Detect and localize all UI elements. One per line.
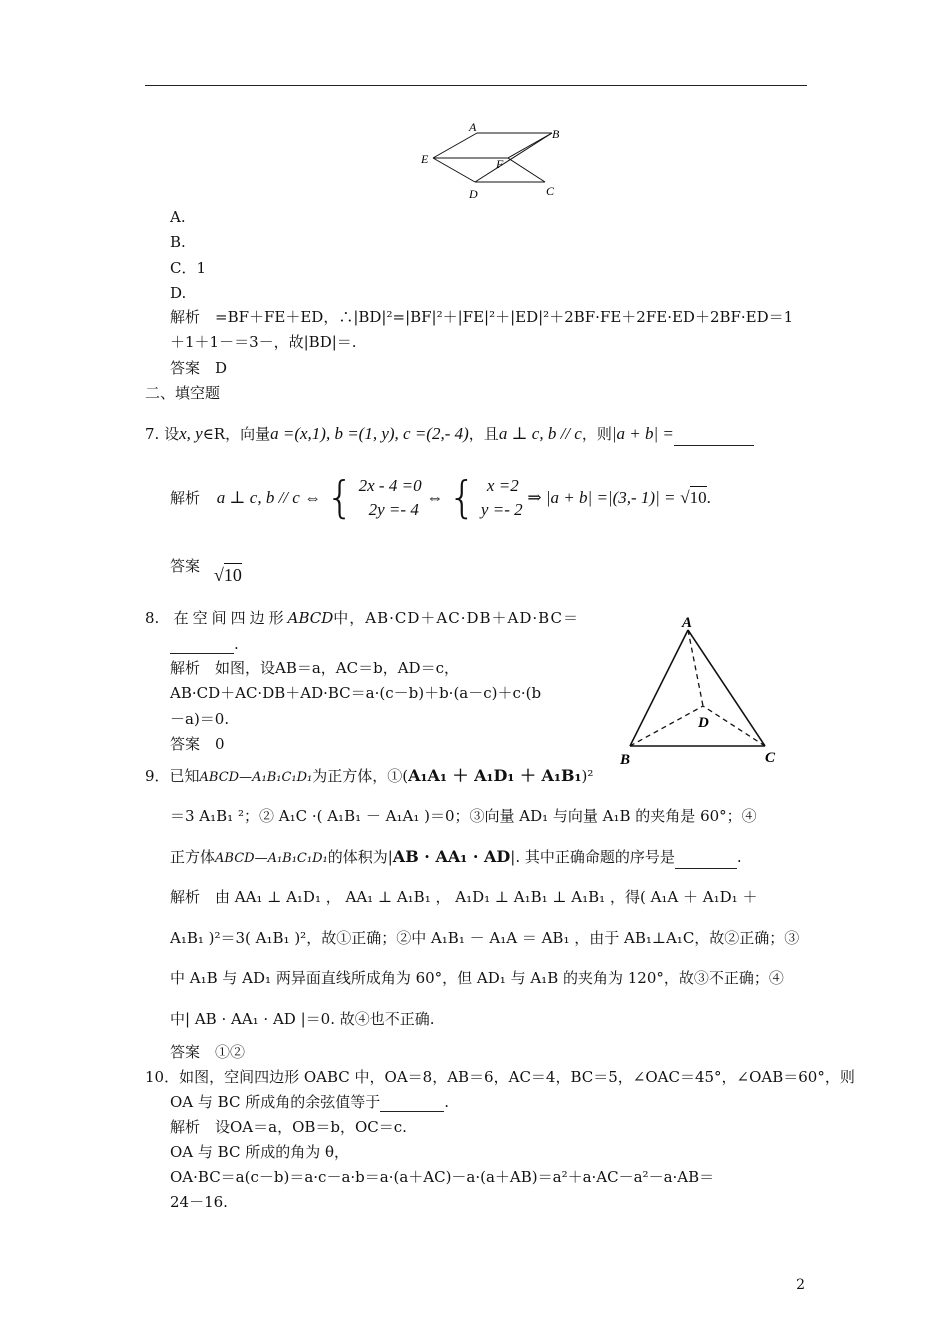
fig1-label-d: D [469, 187, 478, 201]
q7-text-d: ，则 [581, 425, 612, 443]
q7-solution-cond: a ⊥ c, b // c ⇔ [216, 488, 322, 507]
q7-sys2-eq1: x =2 [486, 476, 519, 495]
q7-question [145, 422, 754, 446]
q9-line1-b: ABCD—A₁B₁C₁D₁ [199, 770, 313, 785]
fig1-label-e: E [421, 152, 429, 166]
q7-iff: ⇔ [426, 488, 444, 507]
q10-blank [380, 1096, 444, 1112]
q9-line3-d: AB · AA₁ · AD [392, 847, 511, 866]
q9-blank [675, 853, 737, 869]
q8-solution-line4: －a)＝0. [170, 710, 230, 728]
q10-solution-1: 解析 设OA＝a，OB＝b，OC＝c. [170, 1118, 407, 1136]
q7-blank [674, 430, 754, 446]
q7-vars: x, y [179, 424, 203, 443]
q9-solution-3: 中 A₁B 与 AD₁ 两异面直线所成角为 60°，但 AD₁ 与 A₁B 的夹角为 120°，故③不正确；④ [170, 969, 784, 987]
q10-line1: 10．如图，空间四边形 OABC 中，OA＝8，AB＝6，AC＝4，BC＝5，∠OAC＝45°，∠OAB＝60°，则 [145, 1068, 855, 1086]
q9-solution-4: 中| AB · AA₁ · AD |＝0. 故④也不正确. [170, 1010, 435, 1028]
figure-tetrahedron [615, 610, 785, 770]
q9-line2: ＝3 A₁B₁ ²；② A₁C ·( A₁B₁ － A₁A₁ )＝0；③向量 AD₁ 与向量 A₁B 的夹角是 60°；④ [170, 807, 757, 825]
q10-solution-4: 24－16. [170, 1193, 228, 1211]
q6-option-b: B. [170, 233, 186, 251]
q8-blank [170, 638, 234, 654]
q7-brace-1: { [325, 472, 354, 523]
q8-solution-line3: AB·CD＋AC·DB＋AD·BC＝a·(c－b)＋b·(a－c)＋c·(b [170, 684, 542, 702]
q9-line3: 正方体ABCD—A₁B₁C₁D₁的体积为|AB · AA₁ · AD|. 其中正确命题的序号是 . [170, 847, 742, 869]
fig2-label-a: A [682, 615, 693, 631]
q6-option-c: C．1 [170, 259, 207, 277]
q9-line3-c: 的体积为| [327, 848, 393, 866]
q6-option-d: D. [170, 284, 187, 302]
q7-answer-value: 10 [223, 565, 242, 585]
fig2-label-b: B [620, 752, 631, 768]
q7-text-c: ，且 [468, 425, 499, 443]
q7-sqrt-value: 10 [689, 488, 707, 507]
section-title: 二、填空题 [145, 384, 221, 402]
q8-question [145, 608, 579, 628]
q7-brace-2: { [448, 472, 477, 523]
fig2-label-d: D [698, 715, 709, 731]
q9-line1-a: 9．已知 [145, 767, 200, 785]
q7-number: 7. [145, 425, 160, 443]
figure-parallelograms [415, 118, 565, 208]
q9-line1-e: )² [581, 767, 594, 785]
q8-answer: 答案 0 [170, 735, 225, 753]
q10-solution-2: OA 与 BC 所成的角为 θ， [170, 1143, 350, 1161]
header-rule [145, 85, 807, 86]
q10-line2-b: . [444, 1093, 449, 1111]
q7-answer-label: 答案 [170, 557, 201, 575]
q8-blank-line: . [170, 634, 239, 654]
q9-line1-d: A₁A₁ ＋ A₁D₁ ＋ A₁B₁ [408, 766, 582, 785]
q10-line2-a: OA 与 BC 所成角的余弦值等于 [170, 1093, 381, 1111]
q7-sys2-eq2: y =- 2 [480, 500, 523, 519]
fig1-label-a: A [469, 120, 477, 134]
q7-solution [170, 474, 711, 534]
q7-system-2 [481, 474, 523, 522]
q8-text-b: ABCD [287, 609, 334, 627]
q7-system-1 [359, 474, 422, 522]
q7-sys1-eq2: 2y =- 4 [368, 500, 419, 519]
q6-solution-line2: ＋1＋1－＝3－，故|BD|＝. [170, 333, 357, 351]
q7-sys1-eq1: 2x - 4 =0 [358, 476, 422, 495]
q7-text-b: ∈R，向量 [202, 425, 271, 443]
q7-result: ⇒ |a + b| =|(3,- 1)| = [527, 488, 676, 507]
q6-solution-line1: 解析 =BF＋FE＋ED，∴|BD|²=|BF|²＋|FE|²＋|ED|²＋2BF·FE＋2FE·ED＋2BF·ED＝1 [170, 308, 794, 326]
q6-option-a: A. [170, 208, 186, 226]
q9-answer: 答案 ①② [170, 1043, 246, 1061]
q9-line3-e: |. 其中正确命题的序号是 [510, 848, 675, 866]
q9-solution-1: 解析 由 AA₁ ⊥ A₁D₁ ， AA₁ ⊥ A₁B₁ ， A₁D₁ ⊥ A₁B₁ ⊥ A₁B₁ ，得( A₁A ＋ A₁D₁ ＋ [170, 888, 758, 906]
q7-text-a: 设 [164, 425, 180, 443]
fig1-label-b: B [552, 127, 560, 141]
q10-solution-3: OA·BC＝a(c－b)＝a·c－a·b＝a·(a＋AC)－a·(a＋AB)＝a²＋a·AC－a²－a·AB＝ [170, 1168, 715, 1186]
fig2-label-c: C [765, 750, 776, 766]
q9-line3-b: ABCD—A₁B₁C₁D₁ [215, 851, 328, 866]
q8-text-a: 在空间四边形 [173, 609, 288, 627]
q8-solution: 解析 如图，设AB＝a，AC＝b，AD＝c， [170, 659, 459, 677]
q7-condition: a ⊥ c, b // c [498, 424, 582, 443]
fig1-label-f: F [496, 157, 504, 171]
q9-line1 [145, 766, 593, 788]
q9-line1-c: 为正方体，①( [312, 767, 409, 785]
page-number: 2 [796, 1277, 805, 1293]
q8-number: 8. [145, 609, 160, 627]
q7-sqrt: √10. [680, 488, 711, 507]
fig1-label-c: C [546, 184, 555, 198]
q9-solution-2: A₁B₁ )²＝3( A₁B₁ )²，故①正确；②中 A₁B₁ － A₁A ＝ AB₁ ，由于 AB₁⊥A₁C，故②正确；③ [170, 929, 800, 947]
q8-text-c: 中，AB·CD＋AC·DB＋AD·BC＝ [333, 609, 579, 627]
q7-solution-label: 解析 [170, 489, 201, 507]
q7-vectors: a =(x,1), b =(1, y), c =(2,- 4) [270, 424, 469, 443]
q7-target: |a + b| = [611, 424, 674, 443]
q6-answer: 答案 D [170, 359, 228, 377]
q10-line2 [170, 1092, 449, 1112]
q9-line3-a: 正方体 [170, 848, 216, 866]
q7-answer-sqrt: √10 [214, 565, 242, 585]
